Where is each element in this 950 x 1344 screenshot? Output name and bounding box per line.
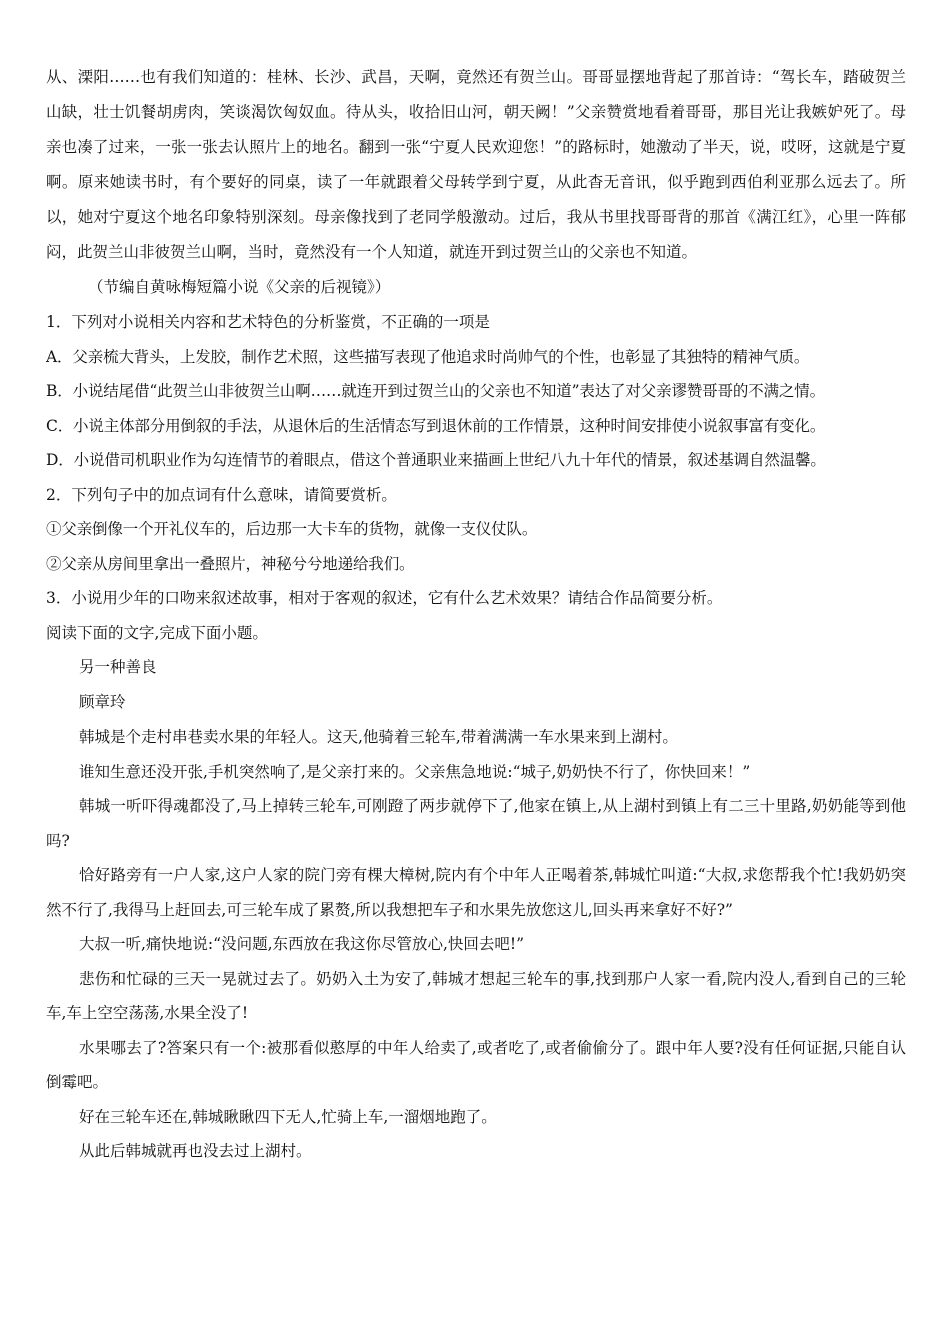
question-3-stem: 3．小说用少年的口吻来叙述故事，相对于客观的叙述，它有什么艺术效果？请结合作品简要分析。 (46, 589, 723, 607)
story-paragraph: 恰好路旁有一户人家,这户人家的院门旁有棵大樟树,院内有个中年人正喝着茶,韩城忙叫道:“大叔,求您帮我个忙!我奶奶突然不行了,我得马上赶回去,可三轮车成了累赘,所以我想把车子和水果先放您这儿,回头再来拿好不好?” (46, 866, 906, 919)
question-2-stem: 2．下列句子中的加点词有什么意味，请简要赏析。 (46, 485, 397, 504)
question-2-sentence-1: ①父亲倒像一个开礼仪车的，后边那一大卡车的货物，就像一支仪仗队。 (46, 520, 538, 538)
story-title: 另一种善良 (79, 658, 157, 676)
question-1-stem: 1．下列对小说相关内容和艺术特色的分析鉴赏，不正确的一项是 (46, 313, 490, 331)
question-1-option-b: B．小说结尾借“此贺兰山非彼贺兰山啊……就连开到过贺兰山的父亲也不知道”表达了对父亲谬赞哥哥的不满之情。 (46, 382, 825, 400)
question-1-option-d: D．小说借司机职业作为勾连情节的着眼点，借这个普通职业来描画上世纪八九十年代的情景，叙述基调自然温馨。 (46, 451, 826, 469)
story-paragraph: 悲伤和忙碌的三天一晃就过去了。奶奶入土为安了,韩城才想起三轮车的事,找到那户人家一看,院内没人,看到自己的三轮车,车上空空荡荡,水果全没了! (46, 969, 906, 1022)
document-page (46, 60, 906, 1169)
story-paragraph: 韩城一听吓得魂都没了,马上掉转三轮车,可刚蹬了两步就停下了,他家在镇上,从上湖村到镇上有二三十里路,奶奶能等到他吗? (46, 797, 906, 850)
question-1-option-c: C．小说主体部分用倒叙的手法，从退休后的生活情态写到退休前的工作情景，这种时间安排使小说叙事富有变化。 (46, 416, 826, 435)
source-note: （节编自黄咏梅短篇小说《父亲的后视镜》） (88, 278, 391, 296)
story-body (46, 720, 906, 1169)
story-paragraph: 谁知生意还没开张,手机突然响了,是父亲打来的。父亲焦急地说:“城子,奶奶快不行了，你快回来！” (79, 762, 751, 781)
story-paragraph: 水果哪去了?答案只有一个:被那看似憨厚的中年人给卖了,或者吃了,或者偷偷分了。跟中年人要?没有任何证据,只能自认倒霉吧。 (46, 1038, 906, 1091)
story-paragraph: 好在三轮车还在,韩城瞅瞅四下无人,忙骑上车,一溜烟地跑了。 (79, 1107, 497, 1126)
reading-instruction: 阅读下面的文字,完成下面小题。 (46, 623, 268, 642)
question-2-sentence-2: ②父亲从房间里拿出一叠照片，神秘兮兮地递给我们。 (46, 554, 415, 573)
excerpt-paragraph: 从、溧阳……也有我们知道的：桂林、长沙、武昌，天啊，竟然还有贺兰山。哥哥显摆地背起了那首诗：“驾长车，踏破贺兰山缺，壮士饥餐胡虏肉，笑谈渴饮匈奴血。待从头，收拾旧山河，朝天阙！”父亲赞赏地看着哥哥，那目光让我嫉妒死了。母亲也凑了过来，一张一张去认照片上的地名。翻到一张“宁夏人民欢迎您！”的路标时，她激动了半天，说，哎呀，这就是宁夏啊。原来她读书时，有个要好的同桌，读了一年就跟着父母转学到宁夏，从此杳无音讯，似乎跑到西伯利亚那么远去了。所以，她对宁夏这个地名印象特别深刻。母亲像找到了老同学般激动。过后，我从书里找哥哥背的那首《满江红》，心里一阵郁闷，此贺兰山非彼贺兰山啊，当时，竟然没有一个人知道，就连开到过贺兰山的父亲也不知道。 (46, 68, 906, 261)
story-paragraph: 从此后韩城就再也没去过上湖村。 (79, 1142, 312, 1160)
story-paragraph: 韩城是个走村串巷卖水果的年轻人。这天,他骑着三轮车,带着满满一车水果来到上湖村。 (79, 728, 678, 746)
story-paragraph: 大叔一听,痛快地说:“没问题,东西放在我这你尽管放心,快回去吧!” (79, 935, 525, 953)
story-author: 顾章玲 (79, 693, 126, 711)
question-1-option-a: A．父亲梳大背头，上发胶，制作艺术照，这些描写表现了他追求时尚帅气的个性，也彰显了其独特的精神气质。 (46, 347, 810, 366)
